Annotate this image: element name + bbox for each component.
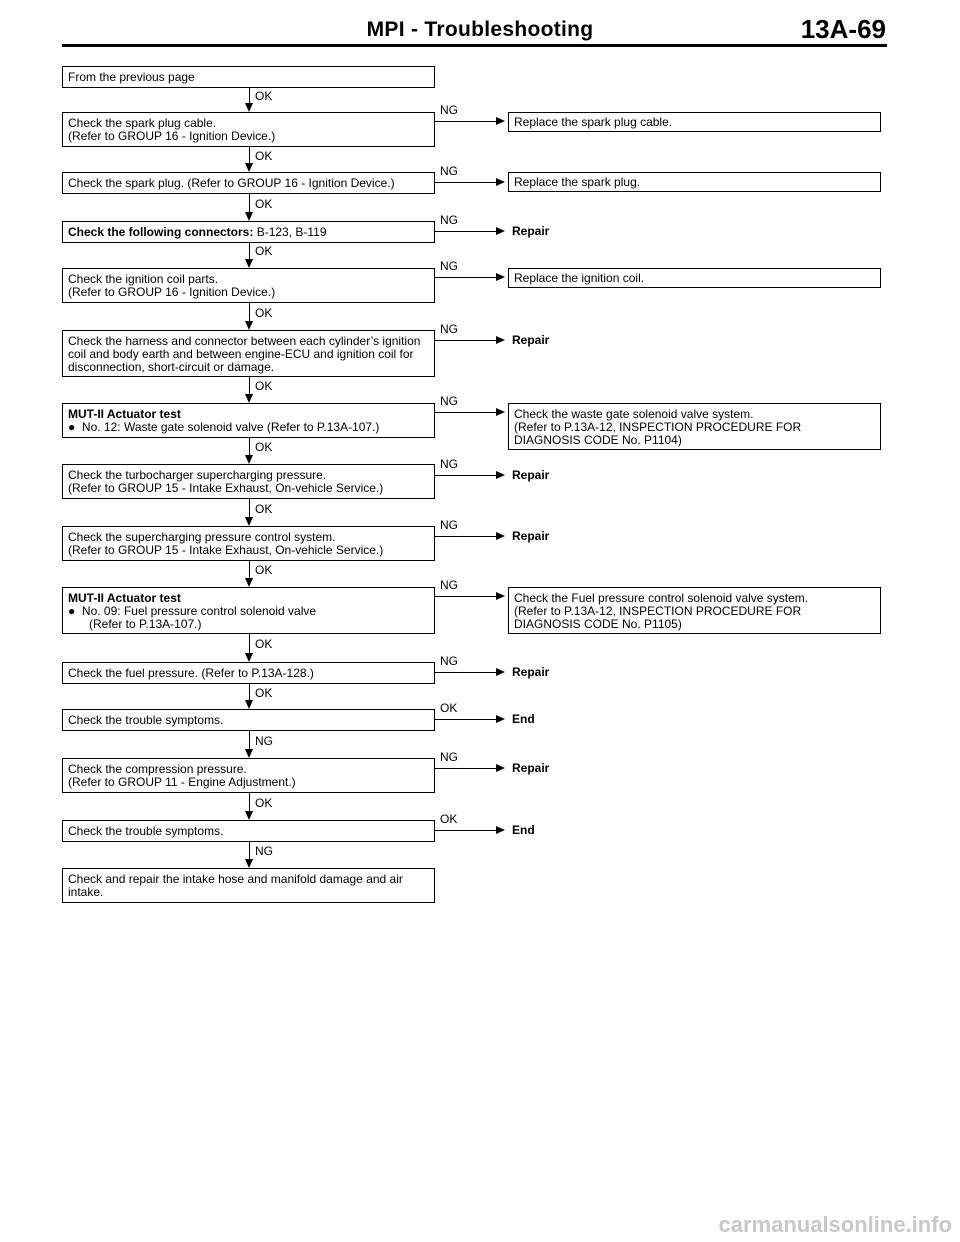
flow-line — [249, 243, 250, 259]
result-text: (Refer to P.13A-12, INSPECTION PROCEDURE FOR — [514, 420, 802, 434]
step-fuel-pressure — [62, 662, 435, 684]
ok-label: OK — [255, 379, 273, 393]
step-text: From the previous page — [68, 70, 195, 84]
ok-label: OK — [255, 89, 273, 103]
arrow-right-icon — [496, 408, 505, 416]
arrow-down-icon — [245, 578, 253, 587]
step-turbo-pressure — [62, 464, 435, 499]
step-mut-actuator-12 — [62, 403, 435, 438]
arrow-right-icon — [496, 336, 505, 344]
flow-line — [435, 412, 499, 413]
flow-line — [249, 634, 250, 653]
flow-line — [249, 438, 250, 455]
step-harness-connector — [62, 330, 435, 377]
step-text: intake. — [68, 885, 104, 899]
step-text: Check the harness and connector between each cylinder’s ignition — [68, 334, 421, 348]
arrow-right-icon — [496, 592, 505, 600]
ng-label: NG — [440, 103, 458, 117]
result-repair: Repair — [512, 224, 550, 238]
flow-line — [435, 475, 499, 476]
arrow-right-icon — [496, 532, 505, 540]
arrow-right-icon — [496, 668, 505, 676]
step-text-bold: MUT-II Actuator test — [68, 591, 181, 605]
ok-label: OK — [255, 686, 273, 700]
ng-label: NG — [440, 213, 458, 227]
step-text: (Refer to GROUP 15 - Intake Exhaust, On-vehicle Service.) — [68, 481, 384, 495]
watermark: carmanualsonline.info — [718, 1212, 952, 1237]
arrow-down-icon — [245, 163, 253, 172]
ok-label: OK — [255, 637, 273, 651]
step-text: Check the trouble symptoms. — [68, 713, 224, 727]
arrow-down-icon — [245, 653, 253, 662]
step-text: No. 09: Fuel pressure control solenoid valve — [81, 604, 317, 618]
arrow-right-icon — [496, 178, 505, 186]
flow-line — [435, 719, 499, 720]
ok-label: OK — [255, 502, 273, 516]
step-text: (Refer to GROUP 15 - Intake Exhaust, On-vehicle Service.) — [68, 543, 384, 557]
flow-line — [435, 182, 499, 183]
result-replace-spark-plug — [508, 172, 881, 192]
flow-line — [249, 561, 250, 578]
ng-label: NG — [440, 518, 458, 532]
bullet-icon: ● — [68, 604, 76, 618]
step-connectors — [62, 221, 435, 243]
ng-label: NG — [440, 394, 458, 408]
page-title: MPI - Troubleshooting — [366, 18, 594, 41]
flow-line — [435, 340, 499, 341]
step-text: B-123, B-119 — [253, 225, 327, 239]
step-text: Check the spark plug cable. — [68, 116, 217, 130]
result-end: End — [512, 712, 535, 726]
flow-line — [249, 147, 250, 163]
arrow-down-icon — [245, 103, 253, 112]
flow-line — [249, 377, 250, 394]
result-text: Replace the spark plug cable. — [514, 115, 673, 129]
step-text: Check the spark plug. (Refer to GROUP 16 - Ignition Device.) — [68, 176, 395, 190]
step-text: (Refer to GROUP 11 - Engine Adjustment.) — [68, 775, 296, 789]
result-text: Check the waste gate solenoid valve system. — [514, 407, 754, 421]
ng-label: NG — [440, 259, 458, 273]
step-text: coil and body earth and between engine-ECU and ignition coil for — [68, 347, 414, 361]
step-trouble-symptoms-1 — [62, 709, 435, 731]
step-text-bold: Check the following connectors: — [68, 225, 254, 239]
ng-label: NG — [440, 578, 458, 592]
flow-line — [249, 793, 250, 811]
flow-line — [249, 731, 250, 749]
result-end: End — [512, 823, 535, 837]
flow-line — [435, 277, 499, 278]
result-repair: Repair — [512, 468, 550, 482]
ng-label: NG — [440, 457, 458, 471]
flow-line — [435, 672, 499, 673]
bullet-icon: ● — [68, 420, 76, 434]
arrow-right-icon — [496, 117, 505, 125]
step-text: disconnection, short-circuit or damage. — [68, 360, 275, 374]
flow-line — [435, 121, 499, 122]
ok-label: OK — [255, 796, 273, 810]
result-text: DIAGNOSIS CODE No. P1104) — [514, 433, 682, 447]
ng-label: NG — [440, 750, 458, 764]
step-text: Check and repair the intake hose and manifold damage and air — [68, 872, 403, 886]
result-repair: Repair — [512, 333, 550, 347]
flow-line — [435, 536, 499, 537]
flow-line — [249, 499, 250, 517]
ok-label: OK — [255, 440, 273, 454]
result-replace-ignition-coil — [508, 268, 881, 288]
ng-label: NG — [440, 322, 458, 336]
arrow-down-icon — [245, 811, 253, 820]
result-repair: Repair — [512, 761, 550, 775]
ok-label: OK — [255, 563, 273, 577]
ok-label: OK — [255, 244, 273, 258]
step-text: Check the supercharging pressure control system. — [68, 530, 336, 544]
step-compression-pressure — [62, 758, 435, 793]
step-text: Check the ignition coil parts. — [68, 272, 219, 286]
arrow-down-icon — [245, 259, 253, 268]
result-text: (Refer to P.13A-12, INSPECTION PROCEDURE FOR — [514, 604, 802, 618]
step-text: (Refer to GROUP 16 - Ignition Device.) — [68, 285, 276, 299]
flow-line — [435, 231, 499, 232]
ng-label: NG — [255, 844, 273, 858]
arrow-right-icon — [496, 715, 505, 723]
step-ignition-coil — [62, 268, 435, 303]
result-fuel-pressure-solenoid-system — [508, 587, 881, 634]
step-text: (Refer to GROUP 16 - Ignition Device.) — [68, 129, 276, 143]
result-replace-spark-plug-cable — [508, 112, 881, 132]
step-text: Check the trouble symptoms. — [68, 824, 224, 838]
step-trouble-symptoms-2 — [62, 820, 435, 842]
arrow-down-icon — [245, 212, 253, 221]
step-spark-plug-cable — [62, 112, 435, 147]
step-text: Check the fuel pressure. (Refer to P.13A-128.) — [68, 666, 314, 680]
arrow-down-icon — [245, 859, 253, 868]
ng-label: NG — [440, 164, 458, 178]
flow-line — [435, 768, 499, 769]
step-text: No. 12: Waste gate solenoid valve (Refer to P.13A-107.) — [81, 420, 380, 434]
step-text: (Refer to P.13A-107.) — [89, 617, 202, 631]
flow-line — [435, 596, 499, 597]
result-waste-gate-system — [508, 403, 881, 450]
ok-label: OK — [440, 701, 458, 715]
step-mut-actuator-09 — [62, 587, 435, 634]
result-text: Check the Fuel pressure control solenoid valve system. — [514, 591, 809, 605]
arrow-down-icon — [245, 700, 253, 709]
flow-line — [249, 303, 250, 321]
flow-line — [249, 194, 250, 212]
arrow-right-icon — [496, 273, 505, 281]
arrow-right-icon — [496, 764, 505, 772]
flow-line — [249, 88, 250, 103]
result-text: Replace the spark plug. — [514, 175, 641, 189]
step-text: Check the turbocharger supercharging pressure. — [68, 468, 327, 482]
arrow-right-icon — [496, 227, 505, 235]
arrow-down-icon — [245, 455, 253, 464]
flow-line — [249, 842, 250, 859]
flow-line — [435, 830, 499, 831]
ok-label: OK — [255, 306, 273, 320]
step-text-bold: MUT-II Actuator test — [68, 407, 181, 421]
arrow-right-icon — [496, 471, 505, 479]
ok-label: OK — [440, 812, 458, 826]
result-text: DIAGNOSIS CODE No. P1105) — [514, 617, 682, 631]
ng-label: NG — [440, 654, 458, 668]
result-text: Replace the ignition coil. — [514, 271, 645, 285]
arrow-down-icon — [245, 517, 253, 526]
header-rule — [62, 44, 887, 47]
page-code: 13A-69 — [800, 14, 886, 44]
ok-label: OK — [255, 149, 273, 163]
arrow-right-icon — [496, 826, 505, 834]
ng-label: NG — [255, 734, 273, 748]
result-repair: Repair — [512, 665, 550, 679]
result-repair: Repair — [512, 529, 550, 543]
ok-label: OK — [255, 197, 273, 211]
step-from-previous-page — [62, 66, 435, 88]
arrow-down-icon — [245, 321, 253, 330]
flow-line — [249, 684, 250, 700]
step-intake-hose — [62, 868, 435, 903]
step-text: Check the compression pressure. — [68, 762, 247, 776]
step-supercharging-control — [62, 526, 435, 561]
step-spark-plug — [62, 172, 435, 194]
arrow-down-icon — [245, 749, 253, 758]
arrow-down-icon — [245, 394, 253, 403]
